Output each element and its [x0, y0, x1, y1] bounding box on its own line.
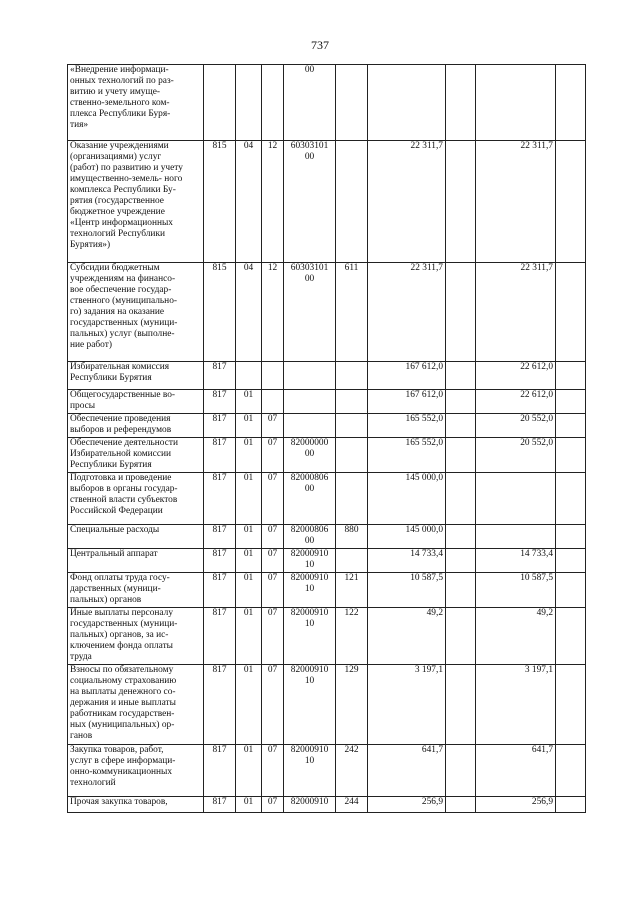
rz-cell: 01	[236, 390, 262, 414]
rz-cell: 01	[236, 665, 262, 745]
pr-cell: 12	[262, 141, 284, 263]
name-cell: «Внедрение информаци- онных технологий по раз- витию и учету имуще- ственно-земельного ком- плекса Республики Буря- тия»	[68, 65, 204, 141]
csr-cell: 82000910	[284, 797, 336, 813]
gr-cell: 817	[204, 608, 236, 665]
sum2-cell: 20 552,0	[476, 414, 556, 438]
vr-cell	[336, 438, 368, 473]
name-cell: Взносы по обязательному социальному страхованию на выплаты денежного со- держания и иные выплаты работникам государствен- ных (муниципальных) ор- ганов	[68, 665, 204, 745]
csr-cell: 82000806 00	[284, 473, 336, 525]
name-cell: Обеспечение деятельности Избирательной комиссии Республики Бурятия	[68, 438, 204, 473]
pr-cell: 07	[262, 665, 284, 745]
name-cell: Фонд оплаты труда госу- дарственных (муници- пальных) органов	[68, 573, 204, 608]
extra2-cell	[556, 608, 586, 665]
vr-cell	[336, 362, 368, 390]
vr-cell: 880	[336, 525, 368, 549]
csr-cell: 82000910 10	[284, 665, 336, 745]
page-number: 737	[311, 38, 329, 52]
extra1-cell	[446, 608, 476, 665]
extra2-cell	[556, 745, 586, 797]
extra2-cell	[556, 573, 586, 608]
rz-cell: 01	[236, 414, 262, 438]
sum1-cell: 167 612,0	[368, 362, 446, 390]
sum2-cell: 3 197,1	[476, 665, 556, 745]
extra1-cell	[446, 263, 476, 362]
rz-cell: 01	[236, 525, 262, 549]
table-row	[68, 608, 586, 665]
sum1-cell: 22 311,7	[368, 263, 446, 362]
extra1-cell	[446, 525, 476, 549]
extra2-cell	[556, 141, 586, 263]
sum2-cell: 14 733,4	[476, 549, 556, 573]
csr-cell: 82000000 00	[284, 438, 336, 473]
rz-cell: 01	[236, 573, 262, 608]
gr-cell: 817	[204, 362, 236, 390]
rz-cell: 01	[236, 438, 262, 473]
rz-cell: 01	[236, 549, 262, 573]
gr-cell: 817	[204, 665, 236, 745]
vr-cell	[336, 549, 368, 573]
gr-cell: 817	[204, 573, 236, 608]
rz-cell: 04	[236, 263, 262, 362]
table-row	[68, 573, 586, 608]
pr-cell	[262, 390, 284, 414]
gr-cell: 815	[204, 141, 236, 263]
vr-cell: 129	[336, 665, 368, 745]
table-row	[68, 390, 586, 414]
csr-cell: 60303101 00	[284, 141, 336, 263]
pr-cell: 07	[262, 608, 284, 665]
vr-cell: 611	[336, 263, 368, 362]
sum1-cell: 167 612,0	[368, 390, 446, 414]
extra1-cell	[446, 797, 476, 813]
sum1-cell: 22 311,7	[368, 141, 446, 263]
rz-cell: 01	[236, 797, 262, 813]
extra1-cell	[446, 549, 476, 573]
extra2-cell	[556, 525, 586, 549]
sum1-cell: 165 552,0	[368, 438, 446, 473]
sum1-cell: 3 197,1	[368, 665, 446, 745]
table-row	[68, 549, 586, 573]
rz-cell: 04	[236, 141, 262, 263]
extra1-cell	[446, 438, 476, 473]
extra2-cell	[556, 65, 586, 141]
table-row	[68, 797, 586, 813]
pr-cell: 12	[262, 263, 284, 362]
extra1-cell	[446, 141, 476, 263]
extra2-cell	[556, 438, 586, 473]
sum2-cell: 49,2	[476, 608, 556, 665]
name-cell: Закупка товаров, работ, услуг в сфере информаци- онно-коммуникационных технологий	[68, 745, 204, 797]
extra1-cell	[446, 745, 476, 797]
pr-cell	[262, 65, 284, 141]
sum2-cell	[476, 65, 556, 141]
csr-cell: 82000806 00	[284, 525, 336, 549]
pr-cell: 07	[262, 573, 284, 608]
name-cell: Подготовка и проведение выборов в органы государ- ственной власти субъектов Российской Федерации	[68, 473, 204, 525]
table-row	[68, 141, 586, 263]
sum2-cell: 256,9	[476, 797, 556, 813]
gr-cell: 817	[204, 390, 236, 414]
rz-cell	[236, 362, 262, 390]
table-row	[68, 745, 586, 797]
rz-cell: 01	[236, 745, 262, 797]
name-cell: Центральный аппарат	[68, 549, 204, 573]
pr-cell: 07	[262, 549, 284, 573]
name-cell: Общегосударственные во- просы	[68, 390, 204, 414]
sum1-cell: 10 587,5	[368, 573, 446, 608]
table-row	[68, 263, 586, 362]
extra1-cell	[446, 390, 476, 414]
sum2-cell: 641,7	[476, 745, 556, 797]
sum1-cell: 641,7	[368, 745, 446, 797]
gr-cell: 817	[204, 745, 236, 797]
sum1-cell: 145 000,0	[368, 473, 446, 525]
sum2-cell: 22 612,0	[476, 390, 556, 414]
extra2-cell	[556, 549, 586, 573]
vr-cell	[336, 473, 368, 525]
sum2-cell	[476, 525, 556, 549]
extra1-cell	[446, 473, 476, 525]
csr-cell: 82000910 10	[284, 549, 336, 573]
name-cell: Обеспечение проведения выборов и референдумов	[68, 414, 204, 438]
rz-cell: 01	[236, 473, 262, 525]
table-row	[68, 438, 586, 473]
table-row	[68, 65, 586, 141]
extra2-cell	[556, 263, 586, 362]
pr-cell: 07	[262, 414, 284, 438]
gr-cell: 817	[204, 414, 236, 438]
sum2-cell: 10 587,5	[476, 573, 556, 608]
vr-cell: 242	[336, 745, 368, 797]
extra2-cell	[556, 797, 586, 813]
sum2-cell: 22 311,7	[476, 141, 556, 263]
extra1-cell	[446, 573, 476, 608]
gr-cell: 817	[204, 797, 236, 813]
name-cell: Специальные расходы	[68, 525, 204, 549]
csr-cell: 60303101 00	[284, 263, 336, 362]
extra1-cell	[446, 65, 476, 141]
sum2-cell: 20 552,0	[476, 438, 556, 473]
sum1-cell: 165 552,0	[368, 414, 446, 438]
csr-cell: 82000910 10	[284, 608, 336, 665]
extra1-cell	[446, 414, 476, 438]
table-row	[68, 665, 586, 745]
csr-cell	[284, 390, 336, 414]
table-row	[68, 473, 586, 525]
rz-cell	[236, 65, 262, 141]
extra2-cell	[556, 473, 586, 525]
gr-cell: 817	[204, 438, 236, 473]
name-cell: Прочая закупка товаров,	[68, 797, 204, 813]
rz-cell: 01	[236, 608, 262, 665]
vr-cell: 122	[336, 608, 368, 665]
pr-cell: 07	[262, 473, 284, 525]
csr-cell: 82000910 10	[284, 573, 336, 608]
extra1-cell	[446, 362, 476, 390]
sum1-cell: 49,2	[368, 608, 446, 665]
sum1-cell	[368, 65, 446, 141]
vr-cell	[336, 390, 368, 414]
sum2-cell	[476, 473, 556, 525]
vr-cell	[336, 414, 368, 438]
csr-cell	[284, 362, 336, 390]
vr-cell	[336, 65, 368, 141]
gr-cell: 817	[204, 549, 236, 573]
budget-table	[67, 64, 586, 813]
pr-cell: 07	[262, 745, 284, 797]
name-cell: Иные выплаты персоналу государственных (муници- пальных) органов, за ис- ключением фонда оплаты труда	[68, 608, 204, 665]
extra2-cell	[556, 390, 586, 414]
table-row	[68, 362, 586, 390]
sum2-cell: 22 612,0	[476, 362, 556, 390]
extra2-cell	[556, 414, 586, 438]
extra2-cell	[556, 665, 586, 745]
table-body	[68, 65, 586, 813]
vr-cell: 244	[336, 797, 368, 813]
sum1-cell: 256,9	[368, 797, 446, 813]
name-cell: Оказание учреждениями (организациями) услуг (работ) по развитию и учету имущественно-земель- ного комплекса Республики Бу- рятия (государственное бюджетное учреждение «Центр информационных технологий Республики Бурятия»)	[68, 141, 204, 263]
gr-cell: 817	[204, 525, 236, 549]
pr-cell	[262, 362, 284, 390]
vr-cell: 121	[336, 573, 368, 608]
table-row	[68, 525, 586, 549]
pr-cell: 07	[262, 797, 284, 813]
name-cell: Субсидии бюджетным учреждениям на финансо- вое обеспечение государ- ственного (муниципально- го) задания на оказание государственных (муници- пальных) услуг (выполне- ние работ)	[68, 263, 204, 362]
sum2-cell: 22 311,7	[476, 263, 556, 362]
table-row	[68, 414, 586, 438]
gr-cell: 817	[204, 473, 236, 525]
extra2-cell	[556, 362, 586, 390]
name-cell: Избирательная комиссия Республики Бурятия	[68, 362, 204, 390]
gr-cell	[204, 65, 236, 141]
sum1-cell: 14 733,4	[368, 549, 446, 573]
csr-cell	[284, 414, 336, 438]
vr-cell	[336, 141, 368, 263]
pr-cell: 07	[262, 438, 284, 473]
csr-cell: 00	[284, 65, 336, 141]
extra1-cell	[446, 665, 476, 745]
sum1-cell: 145 000,0	[368, 525, 446, 549]
csr-cell: 82000910 10	[284, 745, 336, 797]
pr-cell: 07	[262, 525, 284, 549]
gr-cell: 815	[204, 263, 236, 362]
